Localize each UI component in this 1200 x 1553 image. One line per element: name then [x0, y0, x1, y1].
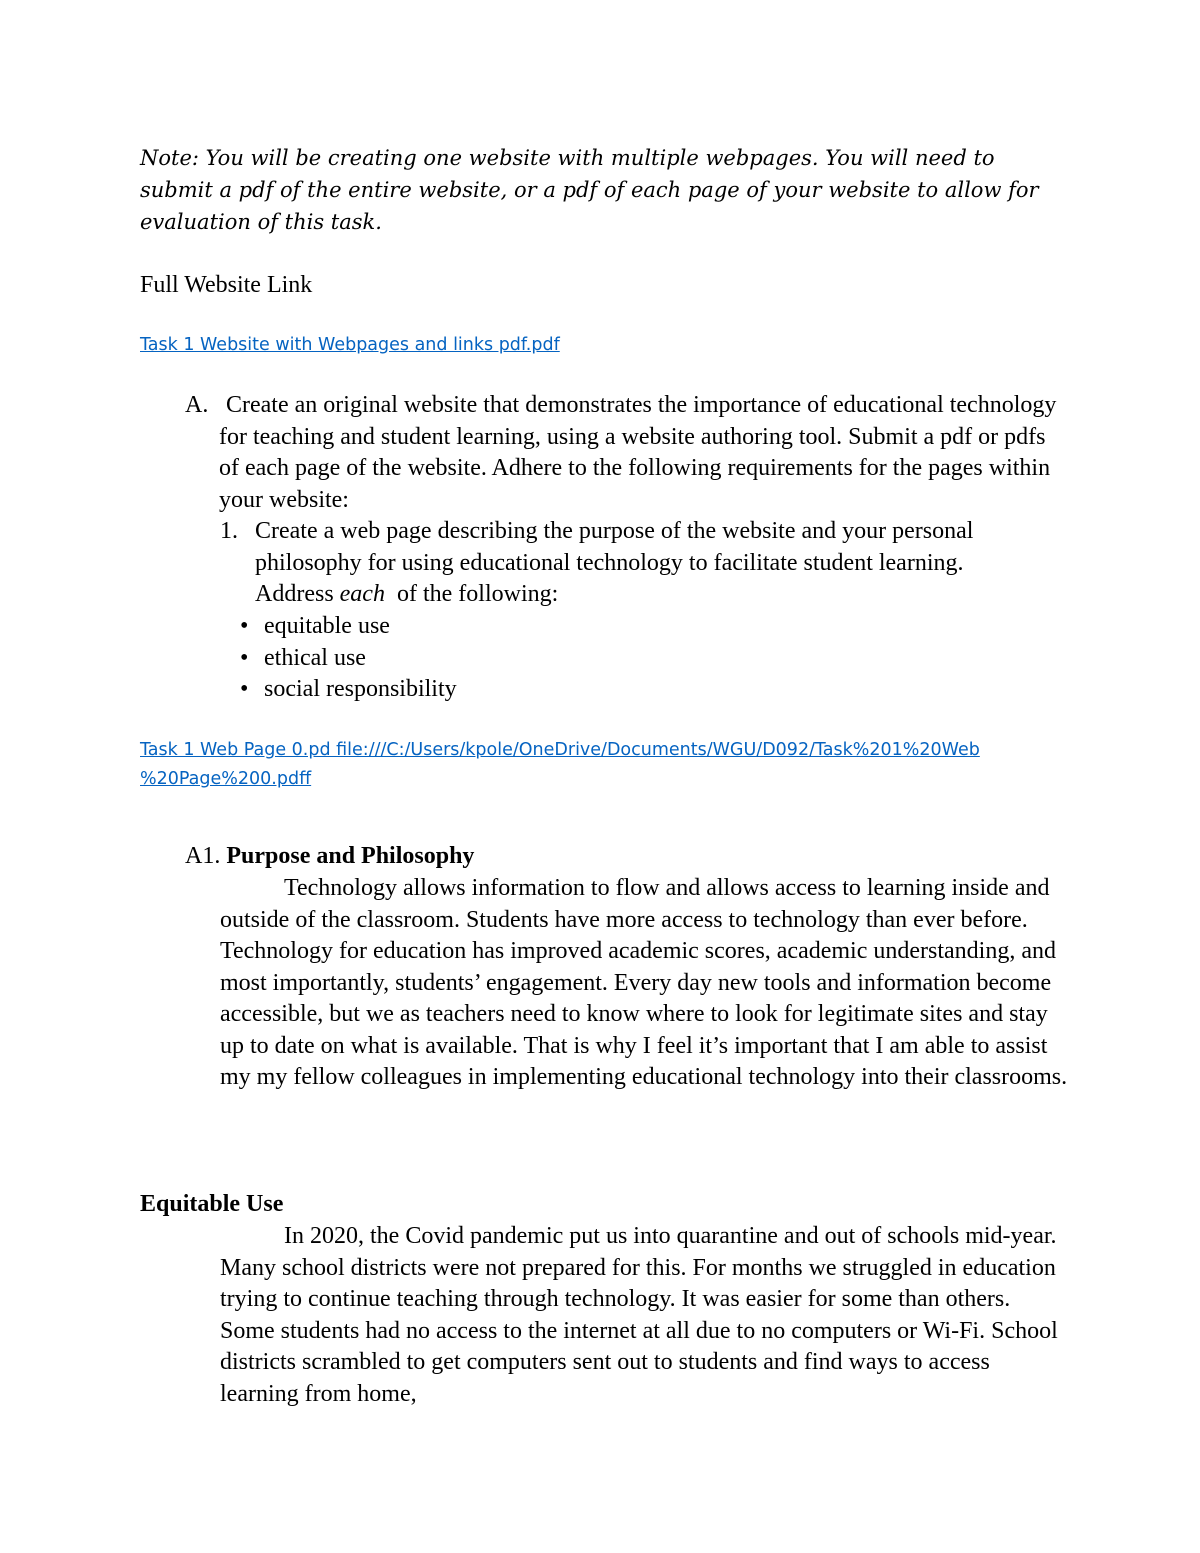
a1-heading-line	[185, 841, 474, 873]
bullet-glyph: •	[240, 644, 249, 671]
web-page-link-line-1[interactable]: Task 1 Web Page 0.pd file:///C:/Users/kpole/OneDrive/Documents/WGU/D092/Task%201%20Web	[140, 740, 980, 760]
equitable-use-heading: Equitable Use	[140, 1191, 284, 1217]
list-item: • equitable use	[240, 611, 457, 643]
equitable-use-body: In 2020, the Covid pandemic put us into quarantine and out of schools mid-year. Many school districts were not prepared for this. For months we struggled in education trying to continue teaching through technology. It was easier for some than others. Some students had no access to the internet at all due to no computers or Wi-Fi. School districts scrambled to get computers sent out to students and find ways to access learning from home,	[220, 1223, 1058, 1407]
web-page-link-line-2[interactable]: %20Page%200.pdff	[140, 769, 312, 789]
item-1-text-before: Create a web page describing the purpose of the website and your personal philosophy for using educational technology to facilitate student learning. Address	[255, 518, 974, 607]
list-item: • ethical use	[240, 643, 457, 675]
item-1-marker: 1.	[220, 518, 238, 544]
section-a-marker: A.	[185, 392, 209, 418]
list-item: • social responsibility	[240, 674, 457, 706]
a1-heading: Purpose and Philosophy	[226, 843, 475, 869]
item-1-text-italic: each	[339, 581, 385, 607]
full-website-label: Full Website Link	[140, 272, 313, 298]
note-text: Note: You will be creating one website with multiple webpages. You will need to submit a pdf of the entire website, or a pdf of each page of your website to allow for evaluation of this task.	[140, 146, 1039, 234]
bullet-glyph: •	[240, 613, 249, 639]
requirement-bullet-list	[240, 611, 457, 706]
item-1-text-after: of the following:	[396, 581, 559, 607]
a1-label: A1.	[185, 843, 221, 869]
full-website-link[interactable]: Task 1 Website with Webpages and links pdf.pdf	[140, 335, 560, 355]
a1-body: Technology allows information to flow and allows access to learning inside and outside of the classroom. Students have more access to technology than ever before. Technology for education has improved academic scores, academic understanding, and most importantly, students’ engagement. Every day new tools and information become accessible, but we as teachers need to know where to look for legitimate sites and stay up to date on what is available. That is why I feel it’s important that I am able to assist my my fellow colleagues in implementing educational technology into their classrooms.	[220, 875, 1068, 1090]
item-1-text	[255, 516, 1025, 611]
section-a-text: Create an original website that demonstrates the importance of educational technology for teaching and student learning, using a website authoring tool. Submit a pdf or pdfs of each page of the website. Adhere to the following requirements for the pages within your website:	[219, 392, 1057, 513]
bullet-glyph: •	[240, 676, 249, 702]
